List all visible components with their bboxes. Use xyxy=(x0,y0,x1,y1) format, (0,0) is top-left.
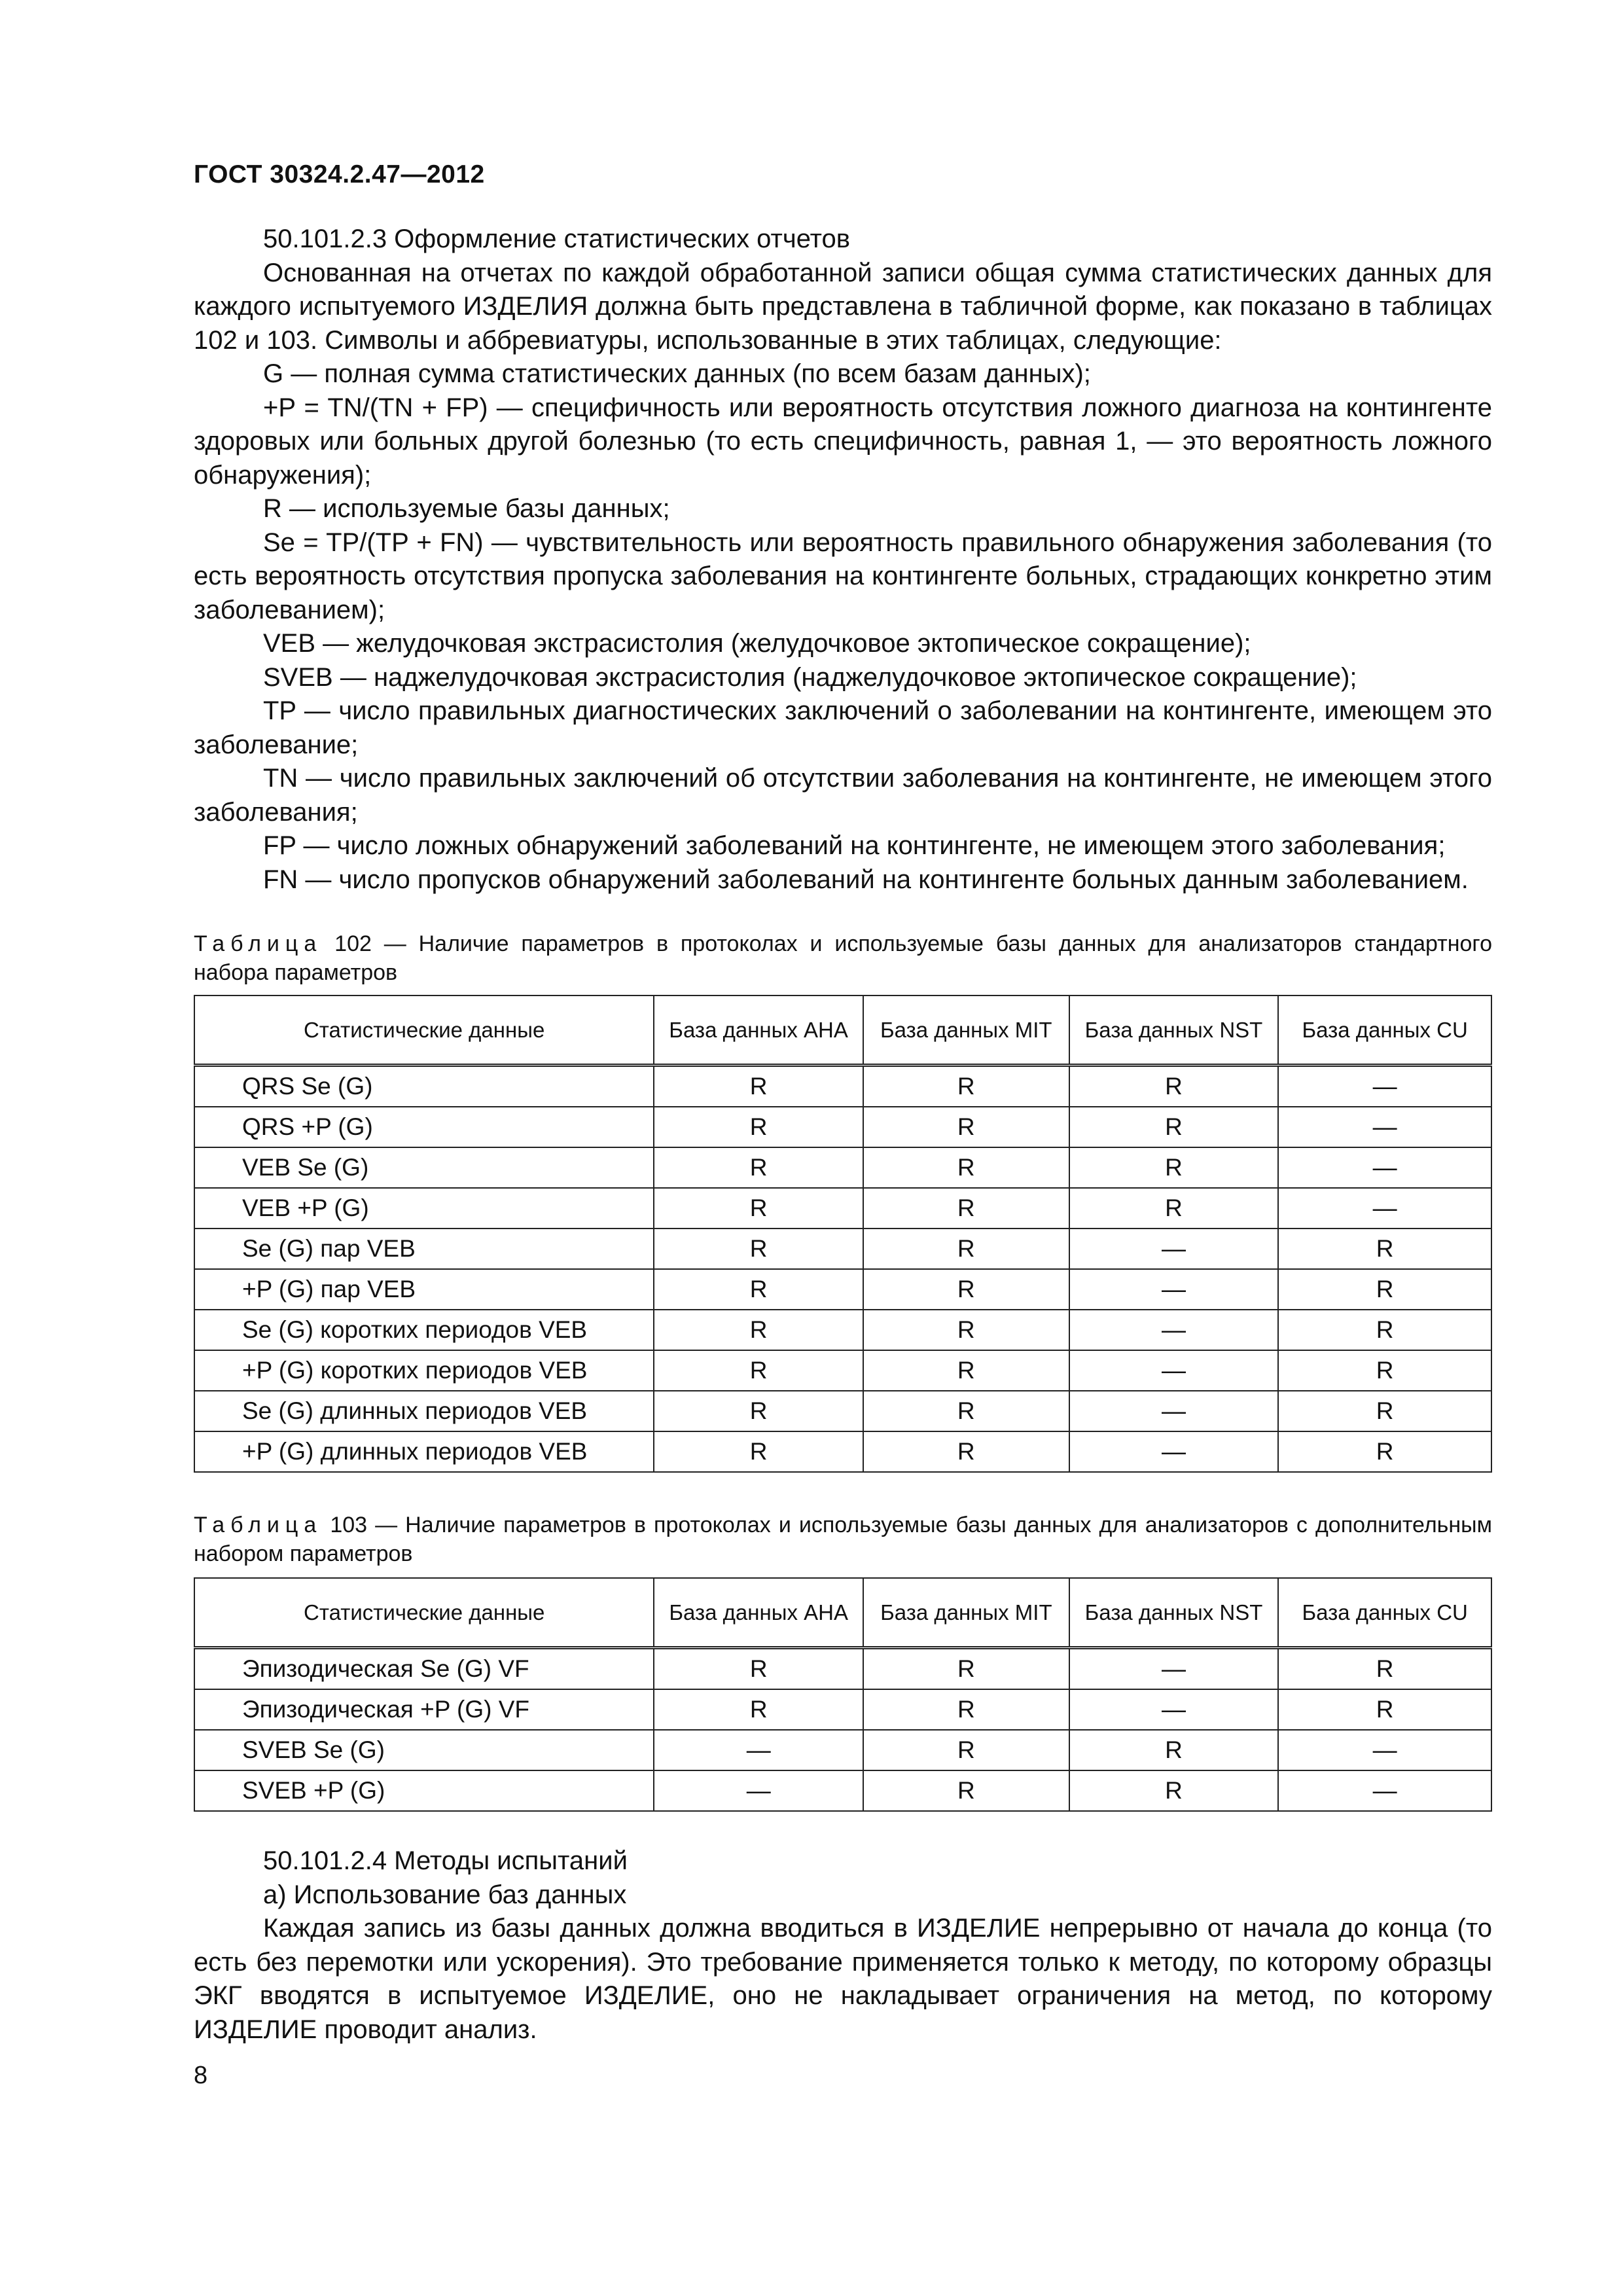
column-header: Статистические данные xyxy=(194,1578,654,1648)
table-cell: R xyxy=(654,1147,863,1188)
table-cell: R xyxy=(654,1689,863,1730)
table-cell: — xyxy=(654,1730,863,1770)
table-label: Таблица xyxy=(194,1513,323,1537)
table-cell: +P (G) коротких периодов VEB xyxy=(194,1350,654,1391)
table-cell: R xyxy=(863,1391,1069,1431)
table-cell: — xyxy=(1069,1391,1279,1431)
table-cell: +P (G) пар VEB xyxy=(194,1269,654,1310)
table-number: 102 xyxy=(334,931,372,956)
table-cell: R xyxy=(863,1269,1069,1310)
table-cell: R xyxy=(654,1350,863,1391)
definition-item: Se = TP/(TP + FN) — чувствительность или вероятность правильного обнаружения заболевания (то есть вероятность отсутствия пропуска заболевания на контингенте больных, страдающих конкретно этим заболеванием); xyxy=(194,528,1492,624)
table-row xyxy=(194,1350,1491,1391)
table-103 xyxy=(194,1577,1492,1812)
table-row xyxy=(194,1391,1491,1431)
definition-item: G — полная сумма статистических данных (по всем базам данных); xyxy=(263,359,1091,388)
document-header: ГОСТ 30324.2.47—2012 xyxy=(194,160,485,188)
body-paragraph: Каждая запись из базы данных должна вводиться в ИЗДЕЛИЕ непрерывно от начала до конца (то есть без перемотки или ускорения). Это требование применяется только к методу, по которому образцы ЭКГ вводятся в испытуемое ИЗДЕЛИЕ, оно не накладывает ограничения на метод, по которому ИЗДЕЛИЕ проводит анализ. xyxy=(194,1914,1492,2044)
table-cell: R xyxy=(1069,1107,1279,1147)
table-cell: R xyxy=(654,1107,863,1147)
table-cell: — xyxy=(1069,1229,1279,1269)
table-cell: — xyxy=(1069,1689,1279,1730)
table-cell: QRS +P (G) xyxy=(194,1107,654,1147)
table-cell: +P (G) длинных периодов VEB xyxy=(194,1431,654,1472)
table-cell: R xyxy=(1278,1269,1491,1310)
table-cell: R xyxy=(863,1229,1069,1269)
table-label: Таблица xyxy=(194,931,323,956)
section-heading: 50.101.2.3 Оформление статистических отчетов xyxy=(263,224,850,253)
table-row xyxy=(194,1689,1491,1730)
table-cell: R xyxy=(654,1431,863,1472)
intro-paragraph: Основанная на отчетах по каждой обработанной записи общая сумма статистических данных для каждого испытуемого ИЗДЕЛИЯ должна быть представлена в табличной форме, как показано в таблицах 102 и 103. Символы и аббревиатуры, использованные в этих таблицах, следующие: xyxy=(194,258,1492,355)
page-number: 8 xyxy=(194,2062,208,2089)
definition-item: TP — число правильных диагностических заключений о заболевании на контингенте, имеющем это заболевание; xyxy=(194,696,1492,759)
table-cell: — xyxy=(1069,1269,1279,1310)
table-cell: Эпизодическая Se (G) VF xyxy=(194,1648,654,1690)
table-row xyxy=(194,1188,1491,1229)
definition-item: +P = TN/(TN + FP) — специфичность или вероятность отсутствия ложного диагноза на контингенте здоровых или больных другой болезнью (то есть специфичность, равная 1, — это вероятность ложного обнаружения); xyxy=(194,393,1492,490)
column-header: Статистические данные xyxy=(194,996,654,1066)
table-cell: — xyxy=(1069,1310,1279,1350)
table-cell: — xyxy=(1069,1648,1279,1690)
table-row xyxy=(194,1147,1491,1188)
subsection-heading: a) Использование баз данных xyxy=(263,1880,627,1909)
table-header-row xyxy=(194,1578,1491,1648)
section-50-101-2-4 xyxy=(194,1844,1492,2047)
table-cell: Se (G) пар VEB xyxy=(194,1229,654,1269)
table-row xyxy=(194,1310,1491,1350)
table-cell: R xyxy=(1069,1066,1279,1107)
table-cell: R xyxy=(654,1310,863,1350)
column-header: База данных CU xyxy=(1278,1578,1491,1648)
table-cell: R xyxy=(654,1391,863,1431)
table-cell: R xyxy=(1278,1648,1491,1690)
table-cell: R xyxy=(1069,1147,1279,1188)
definition-item: FN — число пропусков обнаружений заболеваний на контингенте больных данным заболеванием. xyxy=(263,865,1469,894)
table-cell: — xyxy=(1278,1770,1491,1811)
definition-item: TN — число правильных заключений об отсутствии заболевания на контингенте, не имеющем этого заболевания; xyxy=(194,764,1492,827)
table-cell: R xyxy=(863,1310,1069,1350)
table-row xyxy=(194,1770,1491,1811)
table-cell: VEB +P (G) xyxy=(194,1188,654,1229)
table-cell: SVEB +P (G) xyxy=(194,1770,654,1811)
table-cell: R xyxy=(863,1648,1069,1690)
table-cell: R xyxy=(1278,1350,1491,1391)
table-row xyxy=(194,1107,1491,1147)
table-row xyxy=(194,1431,1491,1472)
column-header: База данных NST xyxy=(1069,1578,1279,1648)
table-cell: VEB Se (G) xyxy=(194,1147,654,1188)
definition-item: SVEB — наджелудочковая экстрасистолия (наджелудочковое эктопическое сокращение); xyxy=(263,662,1357,692)
table-caption-text: — Наличие параметров в протоколах и используемые базы данных для анализаторов стандартного набора параметров xyxy=(194,931,1492,985)
table-cell: Se (G) длинных периодов VEB xyxy=(194,1391,654,1431)
table-row xyxy=(194,1066,1491,1107)
table-cell: R xyxy=(863,1350,1069,1391)
table-cell: — xyxy=(1069,1431,1279,1472)
column-header: База данных CU xyxy=(1278,996,1491,1066)
table-row xyxy=(194,1648,1491,1690)
table-cell: R xyxy=(863,1689,1069,1730)
table-cell: R xyxy=(654,1188,863,1229)
table-cell: R xyxy=(863,1147,1069,1188)
section-heading: 50.101.2.4 Методы испытаний xyxy=(263,1846,628,1875)
table-cell: QRS Se (G) xyxy=(194,1066,654,1107)
table-cell: R xyxy=(863,1730,1069,1770)
table-row xyxy=(194,1269,1491,1310)
table-cell: — xyxy=(1278,1107,1491,1147)
table-cell: R xyxy=(654,1229,863,1269)
table-cell: R xyxy=(863,1188,1069,1229)
column-header: База данных NST xyxy=(1069,996,1279,1066)
definition-item: R — используемые базы данных; xyxy=(263,494,670,523)
column-header: База данных MIT xyxy=(863,996,1069,1066)
table-102 xyxy=(194,995,1492,1473)
definition-item: VEB — желудочковая экстрасистолия (желудочковое эктопическое сокращение); xyxy=(263,629,1251,658)
table-cell: R xyxy=(1278,1229,1491,1269)
table-cell: — xyxy=(654,1770,863,1811)
table-cell: — xyxy=(1278,1147,1491,1188)
table-row xyxy=(194,1229,1491,1269)
table-cell: — xyxy=(1278,1188,1491,1229)
table-cell: R xyxy=(1069,1730,1279,1770)
table-cell: R xyxy=(863,1770,1069,1811)
table-cell: Эпизодическая +P (G) VF xyxy=(194,1689,654,1730)
table-cell: R xyxy=(1278,1310,1491,1350)
definition-item: FP — число ложных обнаружений заболеваний на контингенте, не имеющем этого заболевания; xyxy=(263,831,1446,860)
column-header: База данных AHA xyxy=(654,996,863,1066)
table-number: 103 xyxy=(330,1513,368,1537)
column-header: База данных AHA xyxy=(654,1578,863,1648)
table-103-caption xyxy=(194,1511,1492,1568)
table-cell: — xyxy=(1278,1066,1491,1107)
column-header: База данных MIT xyxy=(863,1578,1069,1648)
section-50-101-2-3 xyxy=(194,223,1492,897)
table-102-caption xyxy=(194,929,1492,987)
table-cell: R xyxy=(1278,1689,1491,1730)
table-cell: R xyxy=(654,1269,863,1310)
table-cell: R xyxy=(654,1648,863,1690)
table-cell: R xyxy=(1278,1431,1491,1472)
table-row xyxy=(194,1730,1491,1770)
table-cell: R xyxy=(863,1066,1069,1107)
table-cell: R xyxy=(863,1107,1069,1147)
table-cell: Se (G) коротких периодов VEB xyxy=(194,1310,654,1350)
table-cell: R xyxy=(1069,1770,1279,1811)
table-header-row xyxy=(194,996,1491,1066)
table-caption-text: — Наличие параметров в протоколах и используемые базы данных для анализаторов с дополнительным набором параметров xyxy=(194,1513,1492,1566)
table-cell: R xyxy=(1278,1391,1491,1431)
table-cell: — xyxy=(1069,1350,1279,1391)
table-cell: — xyxy=(1278,1730,1491,1770)
table-cell: R xyxy=(863,1431,1069,1472)
table-cell: R xyxy=(654,1066,863,1107)
table-cell: R xyxy=(1069,1188,1279,1229)
table-cell: SVEB Se (G) xyxy=(194,1730,654,1770)
